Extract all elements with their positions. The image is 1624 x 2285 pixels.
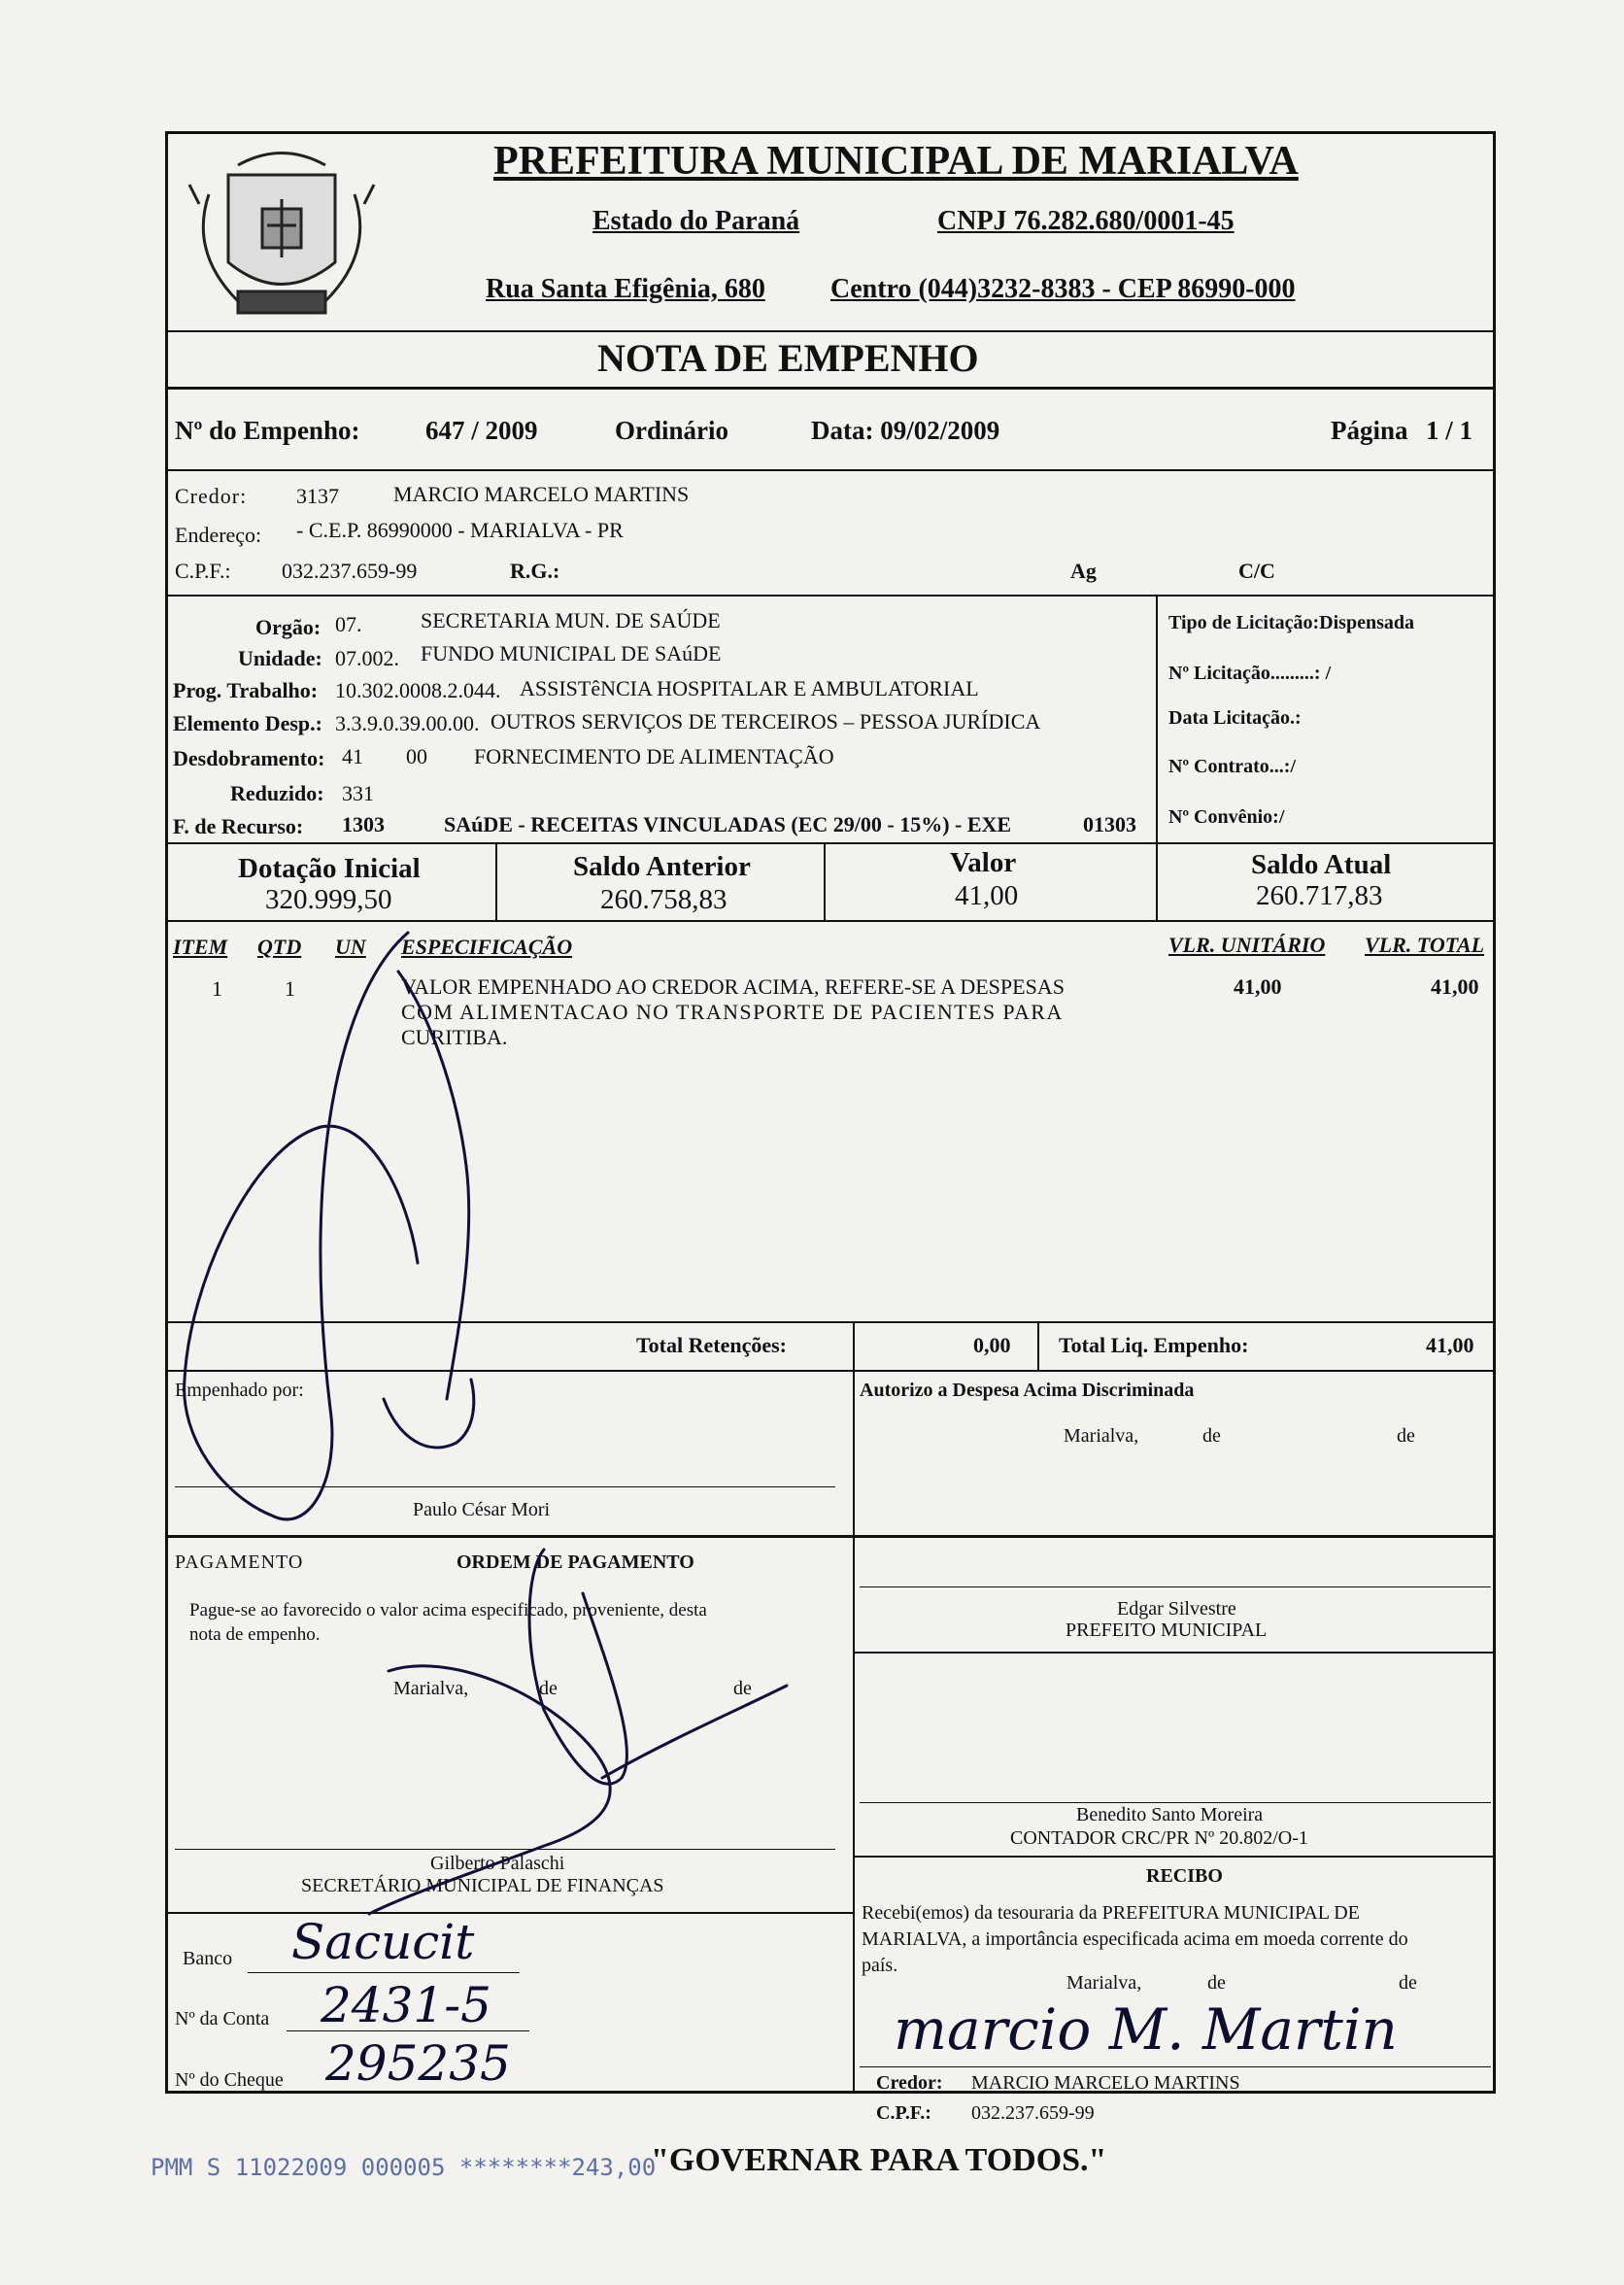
recibo-credor-label: Credor: bbox=[876, 2072, 943, 2094]
divider bbox=[853, 1535, 855, 2094]
autorizo-label: Autorizo a Despesa Acima Discriminada bbox=[860, 1380, 1195, 1401]
saldo-anterior-label: Saldo Anterior bbox=[573, 851, 751, 882]
item-qty: 1 bbox=[285, 976, 295, 1001]
elemento-code: 3.3.9.0.39.00.00. bbox=[335, 711, 480, 735]
autorizo-city: Marialva, bbox=[1064, 1425, 1139, 1447]
divider bbox=[165, 920, 1496, 922]
page-label: Página bbox=[1331, 416, 1408, 445]
licitacao-numero: Nº Licitação.........: / bbox=[1168, 663, 1332, 684]
desdob-name: FORNECIMENTO DE ALIMENTAÇÃO bbox=[474, 744, 834, 768]
divider bbox=[853, 1652, 1496, 1654]
pagamento-text: nota de empenho. bbox=[189, 1624, 321, 1645]
contrato-numero: Nº Contrato...:/ bbox=[1168, 756, 1297, 777]
recurso-code: 1303 bbox=[342, 812, 385, 836]
divider bbox=[165, 469, 1496, 471]
liq-value: 41,00 bbox=[1426, 1333, 1474, 1357]
credor-name: MARCIO MARCELO MARTINS bbox=[393, 482, 690, 506]
rg-label: R.G.: bbox=[510, 559, 560, 583]
divider bbox=[165, 595, 1496, 597]
ordem-pagamento-title: ORDEM DE PAGAMENTO bbox=[457, 1552, 694, 1573]
endereco-label: Endereço: bbox=[175, 523, 262, 547]
valor-label: Valor bbox=[950, 847, 1017, 878]
col-unit-value: VLR. UNITÁRIO bbox=[1168, 933, 1326, 957]
divider bbox=[165, 1535, 1496, 1538]
empenho-type: Ordinário bbox=[615, 416, 729, 445]
dotacao-value: 320.999,50 bbox=[265, 884, 392, 915]
secretario-role: SECRETÁRIO MUNICIPAL DE FINANÇAS bbox=[301, 1875, 664, 1896]
col-spec: ESPECIFICAÇÃO bbox=[401, 935, 573, 959]
signature-line bbox=[175, 1486, 835, 1487]
divider bbox=[165, 387, 1496, 390]
municipality-title: PREFEITURA MUNICIPAL DE MARIALVA bbox=[493, 139, 1299, 184]
coat-of-arms-icon bbox=[170, 136, 393, 340]
empenho-date: Data: 09/02/2009 bbox=[811, 416, 1000, 445]
convenio-numero: Nº Convênio:/ bbox=[1168, 806, 1285, 828]
desdob-a: 41 bbox=[342, 744, 363, 768]
recurso-name: SAúDE - RECEITAS VINCULADAS (EC 29/00 - 15%) - EXE bbox=[444, 812, 1012, 836]
unidade-code: 07.002. bbox=[335, 646, 399, 670]
divider bbox=[165, 1370, 1496, 1372]
payment-stamp: PMM S 11022009 000005 ********243,00 bbox=[151, 2154, 657, 2181]
secretario-name: Gilberto Palaschi bbox=[430, 1853, 565, 1874]
recibo-de-1: de bbox=[1207, 1972, 1226, 1994]
contador-name: Benedito Santo Moreira bbox=[1076, 1804, 1264, 1825]
divider bbox=[165, 842, 1496, 844]
licitacao-tipo: Tipo de Licitação:Dispensada bbox=[1168, 612, 1414, 633]
prefeito-role: PREFEITO MUNICIPAL bbox=[1066, 1620, 1268, 1641]
contact-line: Centro (044)3232-8383 - CEP 86990-000 bbox=[830, 274, 1296, 304]
cc-label: C/C bbox=[1238, 559, 1275, 583]
item-number: 1 bbox=[212, 976, 222, 1001]
desdob-label: Desdobramento: bbox=[173, 746, 325, 770]
col-item: ITEM bbox=[173, 935, 228, 959]
retencoes-value: 0,00 bbox=[973, 1333, 1011, 1357]
recibo-title: RECIBO bbox=[1146, 1865, 1223, 1887]
footer-motto: "GOVERNAR PARA TODOS." bbox=[651, 2142, 1107, 2178]
recibo-de-2: de bbox=[1399, 1972, 1417, 1994]
recibo-city: Marialva, bbox=[1066, 1972, 1142, 1994]
pagamento-city: Marialva, bbox=[393, 1678, 469, 1699]
retencoes-label: Total Retenções: bbox=[636, 1333, 787, 1357]
cpf-label: C.P.F.: bbox=[175, 559, 231, 583]
empenhado-name: Paulo César Mori bbox=[413, 1499, 551, 1520]
pagamento-label: PAGAMENTO bbox=[175, 1552, 304, 1573]
empenho-number: 647 / 2009 bbox=[425, 416, 538, 445]
liq-label: Total Liq. Empenho: bbox=[1059, 1333, 1249, 1357]
recibo-text: Recebi(emos) da tesouraria da PREFEITURA MUNICIPAL DE bbox=[862, 1902, 1360, 1924]
signature-line bbox=[860, 2066, 1491, 2067]
recibo-text: país. bbox=[862, 1955, 898, 1976]
credor-label: Credor: bbox=[175, 484, 248, 508]
col-un: UN bbox=[335, 935, 366, 959]
street-address: Rua Santa Efigênia, 680 bbox=[486, 274, 765, 304]
divider bbox=[853, 1321, 855, 1370]
divider bbox=[824, 842, 826, 920]
licitacao-data: Data Licitação.: bbox=[1168, 707, 1302, 729]
divider bbox=[165, 1321, 1496, 1323]
credor-signature: marcio M. Martin bbox=[894, 1996, 1398, 2063]
item-spec-line: CURITIBA. bbox=[401, 1025, 508, 1049]
pagamento-text: Pague-se ao favorecido o valor acima especificado, proveniente, desta bbox=[189, 1600, 707, 1620]
credor-address: - C.E.P. 86990000 - MARIALVA - PR bbox=[296, 518, 624, 542]
divider bbox=[1037, 1321, 1039, 1370]
page-number: 1 / 1 bbox=[1426, 416, 1473, 445]
reduzido-label: Reduzido: bbox=[230, 781, 324, 805]
state-name: Estado do Paraná bbox=[592, 206, 800, 236]
ag-label: Ag bbox=[1070, 559, 1097, 583]
prog-code: 10.302.0008.2.044. bbox=[335, 678, 501, 702]
elemento-name: OUTROS SERVIÇOS DE TERCEIROS – PESSOA JURÍDICA bbox=[491, 709, 1041, 733]
divider bbox=[1156, 595, 1158, 842]
item-spec-line: COM ALIMENTACAO NO TRANSPORTE DE PACIENTES PARA bbox=[401, 1000, 1064, 1024]
divider bbox=[495, 842, 497, 920]
saldo-anterior-value: 260.758,83 bbox=[600, 884, 727, 915]
desdob-b: 00 bbox=[406, 744, 427, 768]
recibo-cpf-label: C.P.F.: bbox=[876, 2102, 931, 2124]
prog-label: Prog. Trabalho: bbox=[173, 678, 319, 702]
cheque-label: Nº do Cheque bbox=[175, 2069, 284, 2091]
signature-line bbox=[860, 1802, 1491, 1803]
credor-cpf: 032.237.659-99 bbox=[282, 559, 418, 583]
reduzido-code: 331 bbox=[342, 781, 374, 805]
divider bbox=[853, 1856, 1496, 1858]
banco-value: Sacucit bbox=[291, 1914, 475, 1970]
field-line bbox=[248, 1972, 520, 1973]
orgao-label: Orgão: bbox=[255, 615, 321, 639]
cnpj: CNPJ 76.282.680/0001-45 bbox=[937, 206, 1235, 236]
item-total-value: 41,00 bbox=[1431, 974, 1479, 999]
divider bbox=[1156, 842, 1158, 920]
col-qtd: QTD bbox=[257, 935, 302, 959]
banco-label: Banco bbox=[183, 1948, 233, 1969]
document-title: NOTA DE EMPENHO bbox=[597, 336, 979, 380]
empenhado-label: Empenhado por: bbox=[175, 1380, 304, 1401]
unidade-name: FUNDO MUNICIPAL DE SAúDE bbox=[421, 641, 722, 665]
prog-name: ASSISTêNCIA HOSPITALAR E AMBULATORIAL bbox=[520, 676, 979, 700]
orgao-code: 07. bbox=[335, 612, 362, 636]
divider bbox=[165, 1912, 853, 1914]
recibo-credor-name: MARCIO MARCELO MARTINS bbox=[971, 2072, 1240, 2094]
col-total-value: VLR. TOTAL bbox=[1365, 933, 1485, 957]
cheque-value: 295235 bbox=[325, 2035, 511, 2092]
contador-role: CONTADOR CRC/PR Nº 20.802/O-1 bbox=[1010, 1827, 1308, 1849]
orgao-name: SECRETARIA MUN. DE SAÚDE bbox=[421, 608, 721, 632]
autorizo-de-1: de bbox=[1202, 1425, 1221, 1447]
unidade-label: Unidade: bbox=[238, 646, 322, 670]
empenho-label: Nº do Empenho: bbox=[175, 416, 360, 445]
recurso-code-2: 01303 bbox=[1083, 812, 1136, 836]
prefeito-name: Edgar Silvestre bbox=[1117, 1598, 1236, 1620]
saldo-atual-value: 260.717,83 bbox=[1256, 880, 1383, 911]
recibo-text: MARIALVA, a importância especificada acima em moeda corrente do bbox=[862, 1928, 1408, 1950]
dotacao-label: Dotação Inicial bbox=[238, 853, 421, 884]
recibo-cpf: 032.237.659-99 bbox=[971, 2102, 1095, 2124]
elemento-label: Elemento Desp.: bbox=[173, 711, 322, 735]
conta-value: 2431-5 bbox=[321, 1977, 491, 2033]
item-unit-value: 41,00 bbox=[1234, 974, 1282, 999]
autorizo-de-2: de bbox=[1397, 1425, 1415, 1447]
signature-line bbox=[175, 1849, 835, 1850]
recurso-label: F. de Recurso: bbox=[173, 814, 304, 838]
saldo-atual-label: Saldo Atual bbox=[1251, 849, 1392, 880]
signature-line bbox=[860, 1586, 1491, 1587]
credor-code: 3137 bbox=[296, 484, 339, 508]
valor-value: 41,00 bbox=[955, 880, 1019, 911]
divider bbox=[853, 1370, 855, 1535]
item-spec-line: VALOR EMPENHADO AO CREDOR ACIMA, REFERE-SE A DESPESAS bbox=[401, 974, 1065, 999]
pagamento-de-1: de bbox=[539, 1678, 558, 1699]
pagamento-de-2: de bbox=[733, 1678, 752, 1699]
conta-label: Nº da Conta bbox=[175, 2008, 270, 2029]
divider bbox=[165, 330, 1496, 332]
